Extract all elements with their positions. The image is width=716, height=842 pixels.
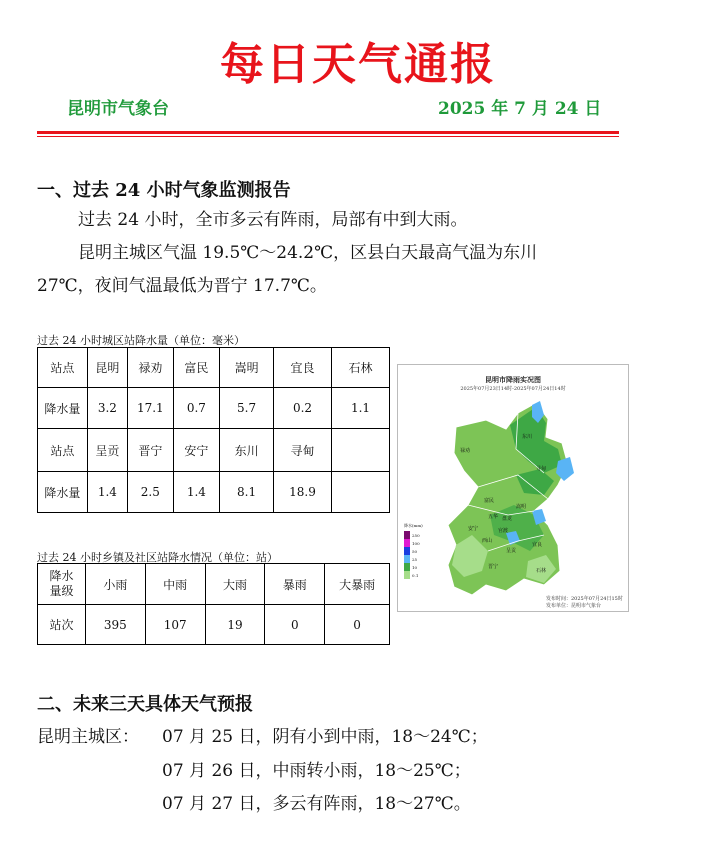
map-label: 宜良 — [532, 542, 543, 548]
map-graphic — [398, 365, 628, 611]
section1-para1: 过去 24 小时，全市多云有阵雨，局部有中到大雨。 — [78, 210, 468, 230]
table-cell: 站次 — [38, 605, 86, 645]
map-label: 盘龙 — [502, 516, 513, 522]
table-cell: 站点 — [38, 348, 88, 388]
table-cell: 富民 — [173, 348, 220, 388]
map-label: 西山 — [482, 538, 493, 544]
report-title: 每日天气通报 — [220, 39, 496, 90]
map-label: 富民 — [484, 498, 495, 504]
urban-precip-table — [37, 347, 390, 513]
table-cell: 晋宁 — [128, 429, 174, 472]
legend-swatch — [404, 539, 410, 547]
map-label: 石林 — [536, 568, 547, 574]
table-row — [38, 472, 390, 513]
forecast-day1: 07 月 25 日，阴有小到中雨，18～24℃； — [162, 727, 488, 747]
forecast-day2: 07 月 26 日，中雨转小雨，18～25℃； — [162, 761, 471, 781]
legend-item — [404, 555, 423, 563]
table-cell: 0.2 — [274, 388, 332, 429]
report-date: 2025 年 7 月 24 日 — [438, 99, 602, 119]
map-label: 官渡 — [498, 528, 509, 534]
table-cell: 呈贡 — [87, 429, 127, 472]
section1-para2-line2: 27℃，夜间气温最低为晋宁 17.7℃。 — [37, 276, 327, 296]
legend-swatch — [404, 531, 410, 539]
table-cell: 降水量级 — [38, 564, 86, 605]
map-label: 五华 — [488, 514, 499, 520]
legend-label: 0.1 — [412, 572, 419, 578]
table-cell: 19 — [205, 605, 265, 645]
section1-para2-line1: 昆明主城区气温 19.5℃～24.2℃，区县白天最高气温为东川 — [78, 243, 538, 263]
forecast-day3: 07 月 27 日，多云有阵雨，18～27℃。 — [162, 794, 471, 814]
legend-label: 250 — [412, 532, 420, 538]
map-subtitle: 2025年07月23日14时-2025年07月24日14时 — [460, 386, 566, 392]
table-cell: 1.4 — [87, 472, 127, 513]
legend-swatch — [404, 571, 410, 579]
table-cell: 0 — [265, 605, 325, 645]
table-row — [38, 388, 390, 429]
table-cell — [331, 472, 389, 513]
table-cell: 寻甸 — [274, 429, 332, 472]
map-label: 晋宁 — [488, 564, 499, 570]
table-cell: 大雨 — [205, 564, 265, 605]
legend-swatch — [404, 555, 410, 563]
table-cell: 站点 — [38, 429, 88, 472]
table-cell: 小雨 — [85, 564, 145, 605]
table-cell: 395 — [85, 605, 145, 645]
table-cell: 18.9 — [274, 472, 332, 513]
map-footer-time: 发布时间：2025年07月24日15时 — [546, 596, 623, 602]
table1-caption: 过去 24 小时城区站降水量（单位：毫米） — [37, 334, 245, 347]
header-rule-thin — [37, 136, 619, 137]
table-cell: 2.5 — [128, 472, 174, 513]
legend-item — [404, 571, 423, 579]
table-cell: 降水量 — [38, 472, 88, 513]
table-cell: 东川 — [220, 429, 274, 472]
map-label: 嵩明 — [516, 504, 527, 510]
legend-label: 50 — [412, 548, 418, 554]
table-row — [38, 348, 390, 388]
legend-item — [404, 539, 423, 547]
legend-title: 降水(mm) — [404, 523, 423, 528]
table-cell: 0 — [325, 605, 390, 645]
legend-item — [404, 531, 423, 539]
table-cell: 1.1 — [331, 388, 389, 429]
map-title: 昆明市降雨实况图 — [485, 375, 541, 384]
town-precip-table — [37, 563, 390, 645]
section1-heading: 一、过去 24 小时气象监测报告 — [37, 180, 291, 201]
rainfall-map — [397, 364, 629, 612]
table-cell: 1.4 — [173, 472, 220, 513]
table-cell: 5.7 — [220, 388, 274, 429]
table2-caption: 过去 24 小时乡镇及社区站降水情况（单位：站） — [37, 551, 278, 564]
table-cell: 中雨 — [145, 564, 205, 605]
table-cell: 17.1 — [128, 388, 174, 429]
legend-label: 100 — [412, 540, 420, 546]
table-cell: 石林 — [331, 348, 389, 388]
legend-label: 25 — [412, 556, 418, 562]
table-row — [38, 564, 390, 605]
forecast-area: 昆明主城区： — [37, 727, 139, 747]
table-cell: 宜良 — [274, 348, 332, 388]
table-cell — [331, 429, 389, 472]
table-cell: 大暴雨 — [325, 564, 390, 605]
table-cell: 禄劝 — [128, 348, 174, 388]
table-cell: 3.2 — [87, 388, 127, 429]
legend-swatch — [404, 563, 410, 571]
table-cell: 昆明 — [87, 348, 127, 388]
legend-swatch — [404, 547, 410, 555]
table-row — [38, 605, 390, 645]
header-rule-thick — [37, 131, 619, 134]
table-cell: 嵩明 — [220, 348, 274, 388]
table-cell: 8.1 — [220, 472, 274, 513]
legend-item — [404, 563, 423, 571]
map-label: 东川 — [522, 434, 533, 440]
table-cell: 0.7 — [173, 388, 220, 429]
table-cell: 暴雨 — [265, 564, 325, 605]
map-label: 呈贡 — [506, 548, 517, 554]
table-cell: 安宁 — [173, 429, 220, 472]
section2-heading: 二、未来三天具体天气预报 — [37, 694, 253, 715]
map-label: 安宁 — [468, 526, 479, 532]
map-legend — [404, 523, 423, 579]
table-row — [38, 429, 390, 472]
map-footer-unit: 发布单位：昆明市气象台 — [546, 603, 602, 609]
table-cell: 107 — [145, 605, 205, 645]
legend-item — [404, 547, 423, 555]
map-label: 寻甸 — [536, 466, 547, 472]
legend-label: 10 — [412, 564, 418, 570]
map-label: 禄劝 — [460, 448, 471, 454]
issuing-org: 昆明市气象台 — [67, 99, 169, 119]
table-cell: 降水量 — [38, 388, 88, 429]
